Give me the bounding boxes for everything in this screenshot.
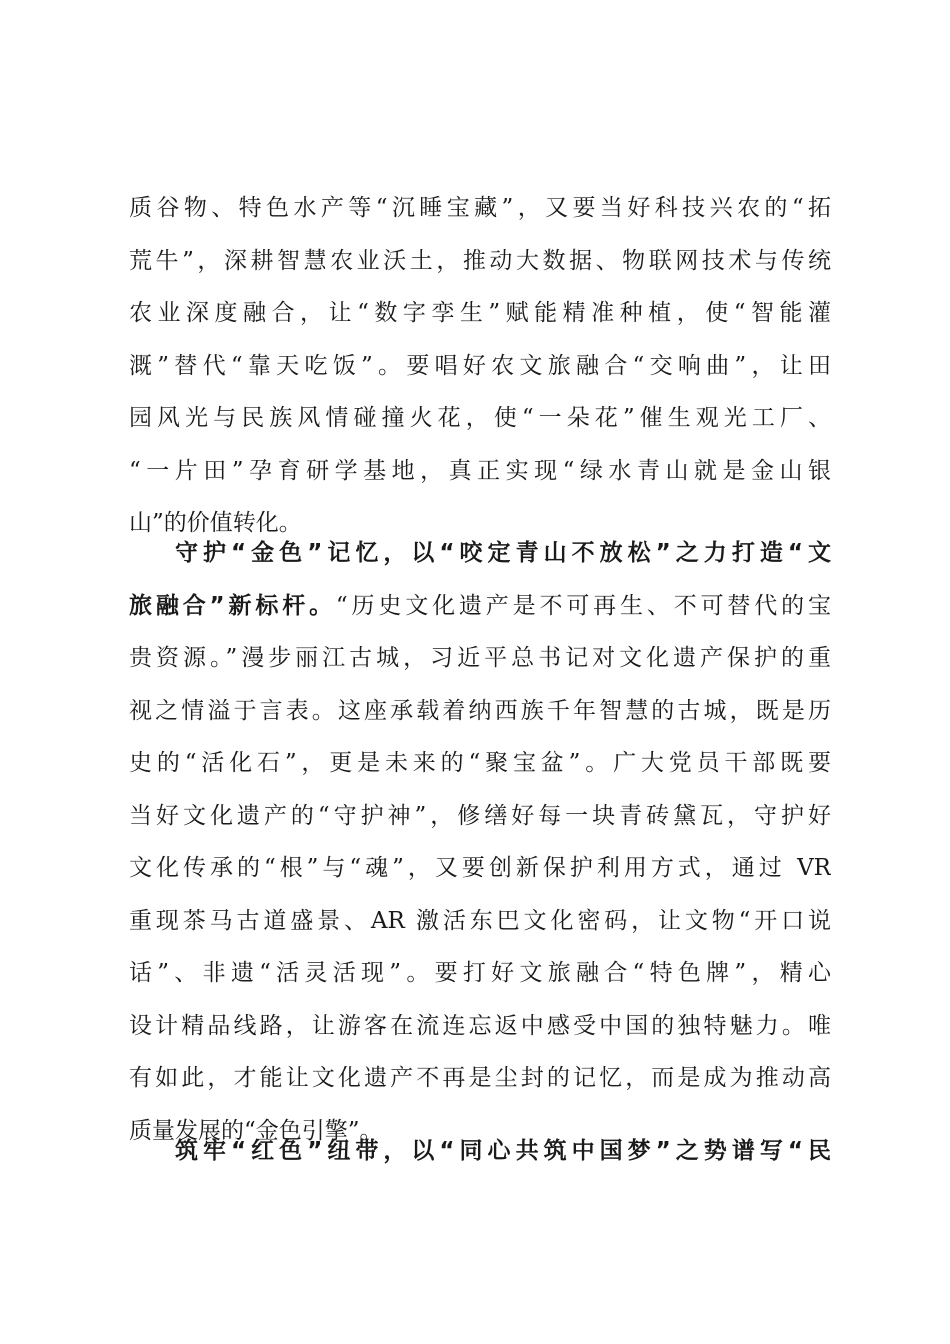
section-heading-golden-end: 旅融合”新标杆。: [129, 592, 336, 619]
text-line: 设计精品线路，让游客在流连忘返中感受中国的独特魅力。唯: [129, 1012, 831, 1039]
text-line: 园风光与民族风情碰撞火花，使“一朵花”催生观光工厂、: [129, 405, 831, 431]
text-line: 史的“活化石”，更是未来的“聚宝盆”。广大党员干部既要: [129, 750, 831, 776]
text-line: “一片田”孕育研学基地，真正实现“绿水青山就是金山银: [129, 457, 831, 484]
text-line: 山”的价值转化。: [129, 510, 302, 536]
text-line: 质量发展的“金色引擎”。: [129, 1117, 383, 1144]
text-line: 当好文化遗产的“守护神”，修缮好每一块青砖黛瓦，守护好: [129, 802, 831, 829]
text-line: 贵资源。”漫步丽江古城，习近平总书记对文化遗产保护的重: [129, 645, 831, 671]
text-line-rest: “历史文化遗产是不可再生、不可替代的宝: [335, 592, 831, 619]
text-line: 农业深度融合，让“数字孪生”赋能精准种植，使“智能灌: [129, 300, 831, 326]
paragraph-golden-memory: [129, 527, 831, 1157]
text-line: 有如此，才能让文化遗产不再是尘封的记忆，而是成为推动高: [129, 1065, 831, 1091]
text-line: 话”、非遗“活灵活现”。要打好文旅融合“特色牌”，精心: [129, 960, 831, 986]
section-heading-red: 筑牢“红色”纽带，以“同心共筑中国梦”之势谱写“民: [175, 1138, 831, 1164]
text-line: 重现茶马古道盛景、AR 激活东巴文化密码，让文物“开口说: [129, 907, 831, 934]
text-line: [129, 580, 831, 633]
text-line: 溉”替代“靠天吃饭”。要唱好农文旅融合“交响曲”，让田: [129, 352, 831, 379]
text-line: 荒牛”，深耕智慧农业沃土，推动大数据、物联网技术与传统: [129, 247, 831, 274]
text-line: 视之情溢于言表。这座承载着纳西族千年智慧的古城，既是历: [129, 697, 831, 724]
paragraph-red-bond: [129, 1125, 831, 1178]
paragraph-continuation: [129, 182, 831, 550]
section-heading-golden: 守护“金色”记忆，以“咬定青山不放松”之力打造“文: [175, 540, 831, 566]
text-line: 质谷物、特色水产等“沉睡宝藏”，又要当好科技兴农的“拓: [129, 195, 831, 221]
text-line: 文化传承的“根”与“魂”，又要创新保护利用方式，通过 VR: [129, 855, 831, 881]
